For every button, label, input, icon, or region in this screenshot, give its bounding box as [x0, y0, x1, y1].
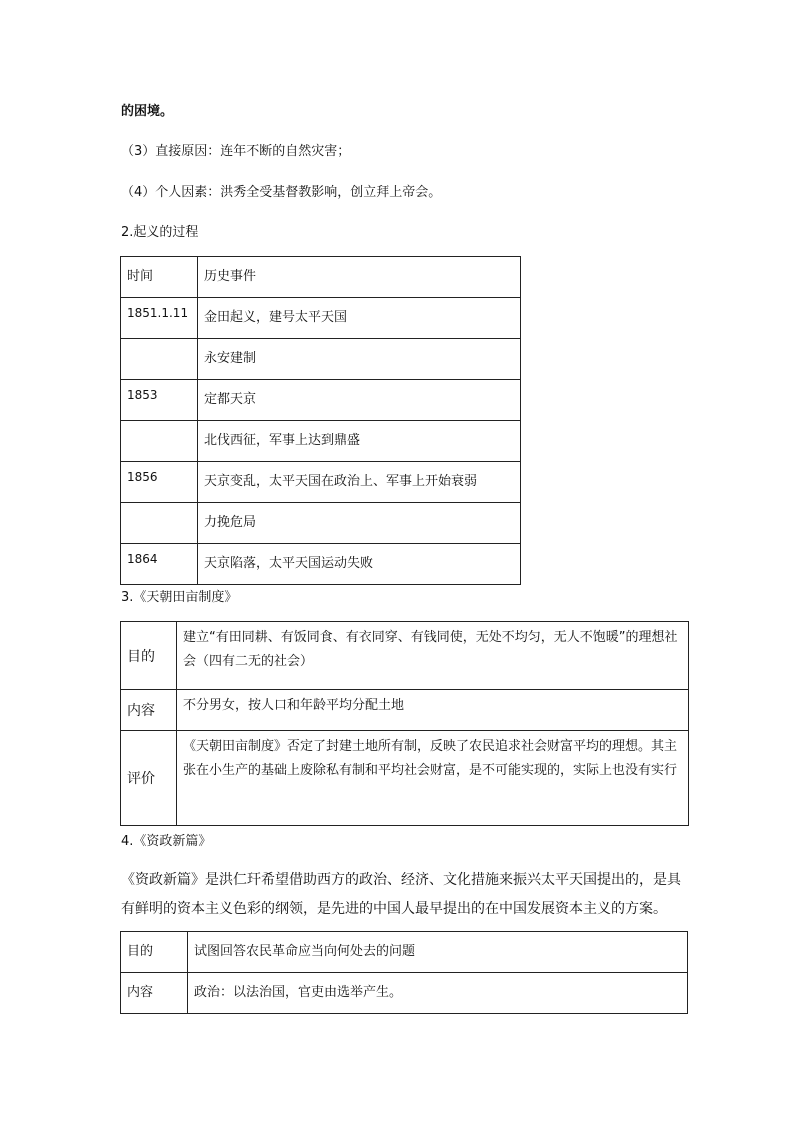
table-cell: 1864 [121, 544, 198, 585]
table-label-cell: 内容 [121, 690, 177, 731]
table-cell: 永安建制 [198, 339, 521, 380]
table-row [121, 503, 521, 544]
table-row [121, 298, 521, 339]
table-row [121, 339, 521, 380]
table-cell [121, 421, 198, 462]
table-cell: 定都天京 [198, 380, 521, 421]
table-row [121, 380, 521, 421]
table-row [121, 544, 521, 585]
table-row [121, 462, 521, 503]
table-cell: 不分男女，按人口和年龄平均分配土地 [177, 690, 689, 731]
new-treatise-table [120, 931, 688, 1014]
section-heading: 2.起义的过程 [121, 225, 199, 240]
table-cell: 1853 [121, 380, 198, 421]
section-heading: 4.《资政新篇》 [121, 834, 212, 849]
table-label-cell: 目的 [121, 932, 188, 973]
table-row [121, 622, 689, 690]
table-cell: 1856 [121, 462, 198, 503]
table-row [121, 421, 521, 462]
body-paragraph: 《资政新篇》是洪仁玕希望借助西方的政治、经济、文化措施来振兴太平天国提出的，是具有鲜明的资本主义色彩的纲领，是先进的中国人最早提出的在中国发展资本主义的方案。 [121, 872, 681, 917]
table-label-cell: 目的 [121, 622, 177, 690]
table-row [121, 690, 689, 731]
table-cell: 天京陷落，太平天国运动失败 [198, 544, 521, 585]
text-line: （4）个人因素：洪秀全受基督教影响，创立拜上帝会。 [121, 185, 442, 200]
land-system-table [120, 621, 689, 826]
table-header-cell: 历史事件 [198, 257, 521, 298]
table-label-cell: 评价 [121, 731, 177, 826]
table-label-cell: 内容 [121, 973, 188, 1014]
table-row [121, 932, 688, 973]
table-row [121, 731, 689, 826]
table-header-cell: 时间 [121, 257, 198, 298]
table-cell [121, 339, 198, 380]
table-cell: 金田起义，建号太平天国 [198, 298, 521, 339]
table-row [121, 973, 688, 1014]
table-cell [121, 503, 198, 544]
table-cell: 政治：以法治国，官吏由选举产生。 [188, 973, 688, 1014]
table-cell: 《天朝田亩制度》否定了封建土地所有制，反映了农民追求社会财富平均的理想。其主张在小生产的基础上废除私有制和平均社会财富，是不可能实现的，实际上也没有实行 [177, 731, 689, 826]
table-cell: 北伐西征，军事上达到鼎盛 [198, 421, 521, 462]
table-cell: 1851.1.11 [121, 298, 198, 339]
text-line: 的困境。 [121, 104, 174, 119]
text-line: （3）直接原因：连年不断的自然灾害； [121, 144, 351, 159]
section-heading: 3.《天朝田亩制度》 [121, 590, 238, 605]
table-cell: 试图回答农民革命应当向何处去的问题 [188, 932, 688, 973]
table-header-row [121, 257, 521, 298]
table-cell: 天京变乱，太平天国在政治上、军事上开始衰弱 [198, 462, 521, 503]
table-cell: 力挽危局 [198, 503, 521, 544]
uprising-process-table [120, 256, 521, 585]
table-cell: 建立“有田同耕、有饭同食、有衣同穿、有钱同使，无处不均匀，无人不饱暖”的理想社会（四有二无的社会） [177, 622, 689, 690]
